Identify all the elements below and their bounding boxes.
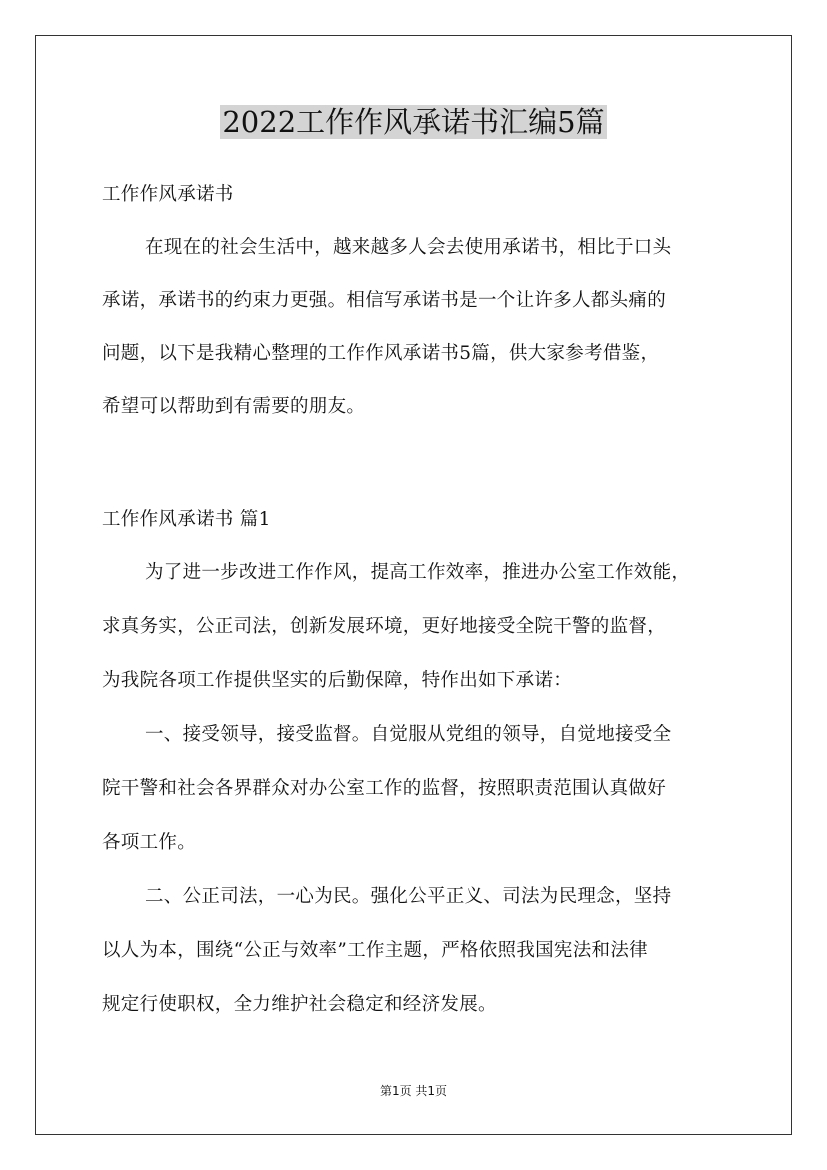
body-line: 为了进一步改进工作作风，提高工作效率，推进办公室工作效能， [145,562,691,583]
body-line: 院干警和社会各界群众对办公室工作的监督，按照职责范围认真做好 [102,778,667,799]
section-heading: 工作作风承诺书 篇1 [102,509,271,530]
intro-line: 承诺，承诺书的约束力更强。相信写承诺书是一个让许多人都头痛的 [102,290,667,311]
body-line: 规定行使职权，全力维护社会稳定和经济发展。 [102,994,497,1015]
intro-heading: 工作作风承诺书 [102,184,234,205]
intro-line: 在现在的社会生活中，越来越多人会去使用承诺书，相比于口头 [145,237,672,258]
intro-line: 希望可以帮助到有需要的朋友。 [102,396,366,417]
document-title: 2022工作作风承诺书汇编5篇 [222,105,605,139]
body-line: 各项工作。 [102,832,197,853]
body-line: 二、公正司法，一心为民。强化公平正义、司法为民理念，坚持 [145,886,672,907]
body-line: 一、接受领导，接受监督。自觉服从党组的领导，自觉地接受全 [145,724,672,745]
body-line: 为我院各项工作提供坚实的后勤保障，特作出如下承诺： [102,670,573,691]
body-line: 以人为本，围绕“公正与效率”工作主题，严格依照我国宪法和法律 [102,940,648,961]
intro-line: 问题，以下是我精心整理的工作作风承诺书5篇，供大家参考借鉴， [102,343,660,364]
body-line: 求真务实，公正司法，创新发展环境，更好地接受全院干警的监督， [102,616,667,637]
page-number-footer: 第1页 共1页 [379,1084,448,1098]
